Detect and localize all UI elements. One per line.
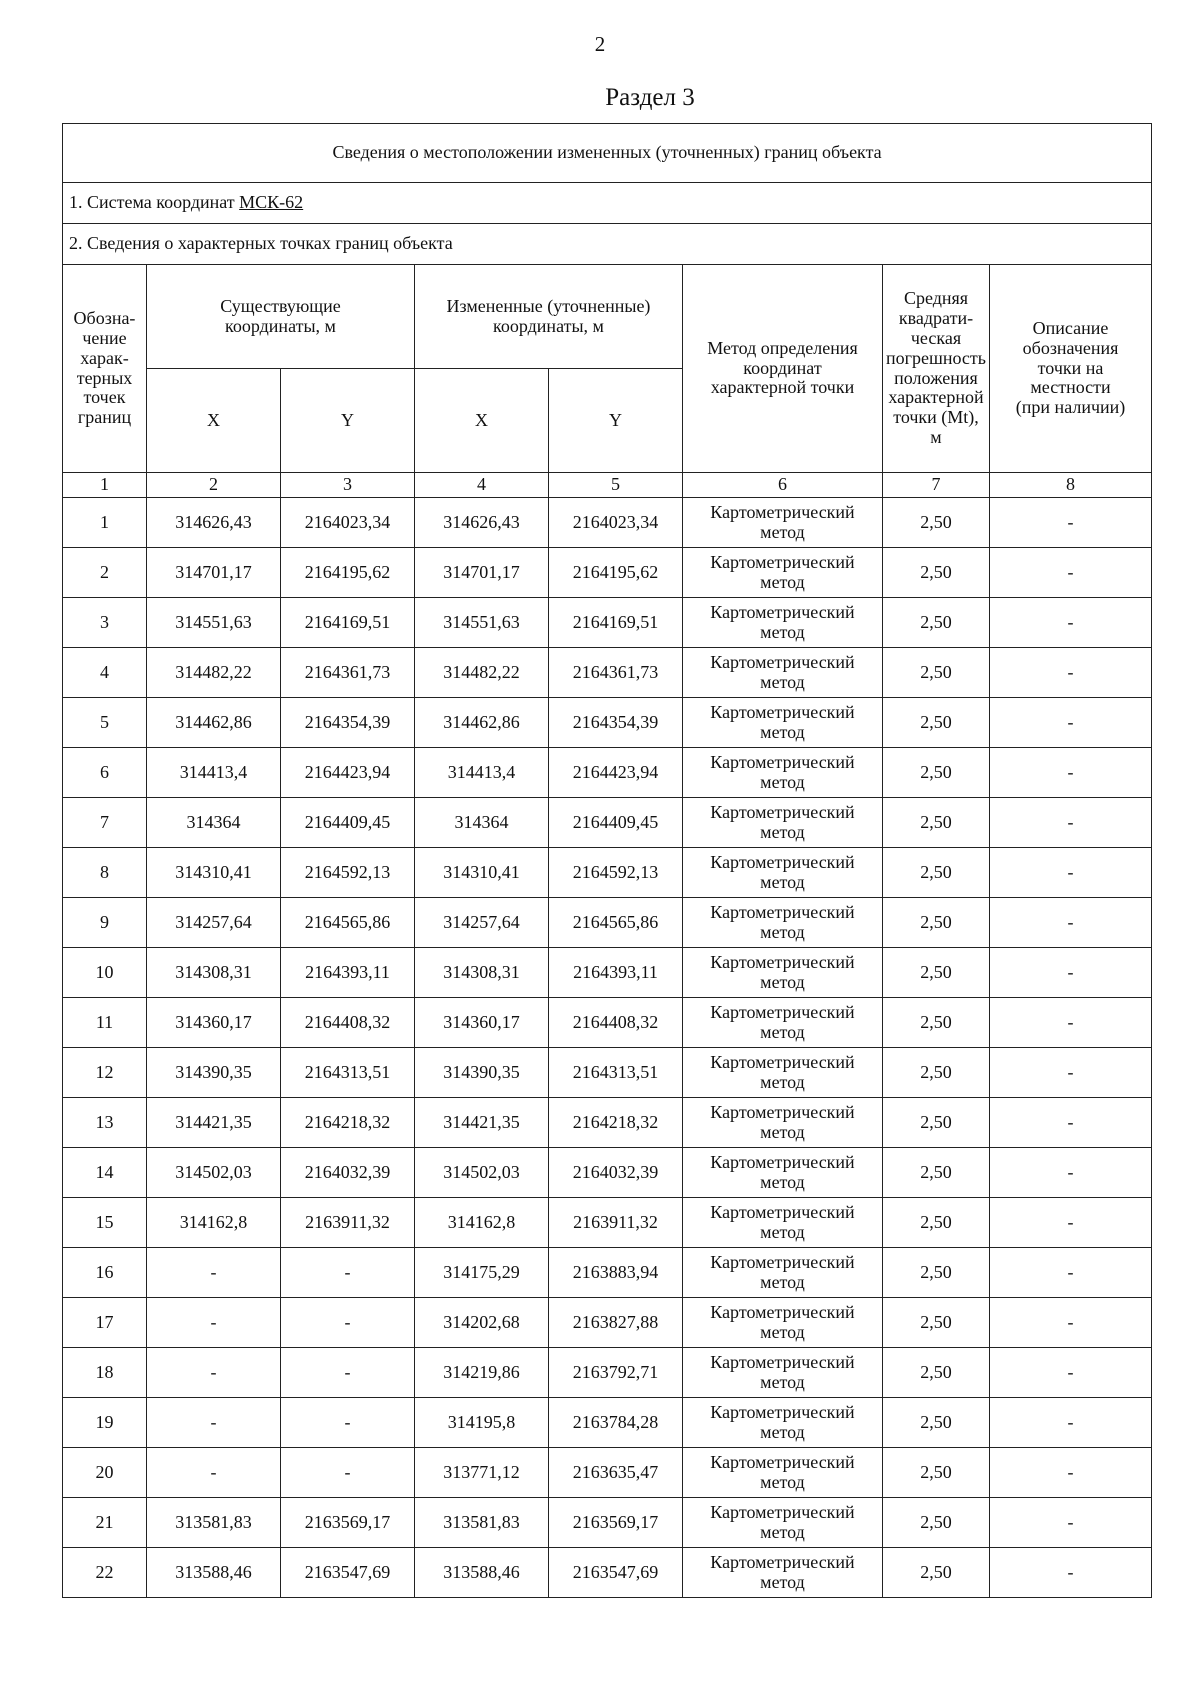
- point-number-cell: 13: [63, 1098, 147, 1148]
- changed-x-cell: 314364: [415, 798, 549, 848]
- method-cell: Картометрический метод: [683, 698, 883, 748]
- existing-y-cell: 2164313,51: [281, 1048, 415, 1098]
- table-row: [63, 598, 1152, 648]
- changed-x-cell: 314701,17: [415, 548, 549, 598]
- mean-error-cell: 2,50: [883, 598, 990, 648]
- changed-y-cell: 2163827,88: [549, 1298, 683, 1348]
- table-row: [63, 1148, 1152, 1198]
- changed-x-cell: 314421,35: [415, 1098, 549, 1148]
- changed-y-cell: 2164565,86: [549, 898, 683, 948]
- existing-y-cell: 2164408,32: [281, 998, 415, 1048]
- column-number: 8: [990, 473, 1152, 498]
- method-cell: Картометрический метод: [683, 1398, 883, 1448]
- description-cell: -: [990, 998, 1152, 1048]
- header-existing-x: X: [147, 369, 281, 473]
- coordinate-system-value: МСК-62: [239, 192, 304, 213]
- changed-y-cell: 2164218,32: [549, 1098, 683, 1148]
- changed-x-cell: 314308,31: [415, 948, 549, 998]
- table-row: [63, 1348, 1152, 1398]
- point-number-cell: 19: [63, 1398, 147, 1448]
- mean-error-cell: 2,50: [883, 948, 990, 998]
- mean-error-cell: 2,50: [883, 648, 990, 698]
- method-cell: Картометрический метод: [683, 548, 883, 598]
- mean-error-cell: 2,50: [883, 1148, 990, 1198]
- header-mean-error: Средняя квадрати- ческая погрешность положения характерной точки (Mt), м: [883, 265, 990, 473]
- method-cell: Картометрический метод: [683, 1348, 883, 1398]
- existing-y-cell: -: [281, 1398, 415, 1448]
- existing-x-cell: 314360,17: [147, 998, 281, 1048]
- column-number: 6: [683, 473, 883, 498]
- existing-x-cell: -: [147, 1348, 281, 1398]
- description-cell: -: [990, 1248, 1152, 1298]
- points-section-title: 2. Сведения о характерных точках границ объекта: [63, 224, 1152, 265]
- table-row: [63, 698, 1152, 748]
- changed-y-cell: 2164361,73: [549, 648, 683, 698]
- changed-x-cell: 314551,63: [415, 598, 549, 648]
- method-cell: Картометрический метод: [683, 1048, 883, 1098]
- description-cell: -: [990, 898, 1152, 948]
- description-cell: -: [990, 1548, 1152, 1598]
- table-row: [63, 798, 1152, 848]
- method-cell: Картометрический метод: [683, 1448, 883, 1498]
- method-cell: Картометрический метод: [683, 898, 883, 948]
- column-number: 5: [549, 473, 683, 498]
- existing-x-cell: 313588,46: [147, 1548, 281, 1598]
- header-changed-coordinates: Измененные (уточненные) координаты, м: [415, 265, 683, 369]
- changed-y-cell: 2164393,11: [549, 948, 683, 998]
- description-cell: -: [990, 648, 1152, 698]
- mean-error-cell: 2,50: [883, 998, 990, 1048]
- table-row: [63, 1198, 1152, 1248]
- table-row: [63, 998, 1152, 1048]
- table-row: [63, 1098, 1152, 1148]
- table-row: [63, 1448, 1152, 1498]
- table-row: [63, 1398, 1152, 1448]
- changed-y-cell: 2163569,17: [549, 1498, 683, 1548]
- existing-x-cell: -: [147, 1448, 281, 1498]
- existing-y-cell: 2163911,32: [281, 1198, 415, 1248]
- description-cell: -: [990, 548, 1152, 598]
- changed-y-cell: 2164423,94: [549, 748, 683, 798]
- changed-x-cell: 314626,43: [415, 498, 549, 548]
- point-number-cell: 7: [63, 798, 147, 848]
- existing-y-cell: 2164169,51: [281, 598, 415, 648]
- point-number-cell: 1: [63, 498, 147, 548]
- changed-x-cell: 314482,22: [415, 648, 549, 698]
- method-cell: Картометрический метод: [683, 998, 883, 1048]
- page-number: 2: [594, 32, 606, 56]
- table-row: [63, 898, 1152, 948]
- existing-x-cell: -: [147, 1298, 281, 1348]
- existing-x-cell: 314310,41: [147, 848, 281, 898]
- method-cell: Картометрический метод: [683, 1198, 883, 1248]
- changed-x-cell: 314413,4: [415, 748, 549, 798]
- point-number-cell: 9: [63, 898, 147, 948]
- column-number: 7: [883, 473, 990, 498]
- point-number-cell: 11: [63, 998, 147, 1048]
- point-number-cell: 22: [63, 1548, 147, 1598]
- existing-y-cell: 2164023,34: [281, 498, 415, 548]
- point-number-cell: 21: [63, 1498, 147, 1548]
- changed-x-cell: 314310,41: [415, 848, 549, 898]
- existing-y-cell: -: [281, 1348, 415, 1398]
- column-number: 1: [63, 473, 147, 498]
- existing-y-cell: 2164361,73: [281, 648, 415, 698]
- block-title: Сведения о местоположении измененных (уточненных) границ объекта: [63, 124, 1152, 183]
- point-number-cell: 2: [63, 548, 147, 598]
- existing-x-cell: 314701,17: [147, 548, 281, 598]
- boundary-points-table: [62, 123, 1152, 1598]
- changed-x-cell: 314175,29: [415, 1248, 549, 1298]
- description-cell: -: [990, 598, 1152, 648]
- description-cell: -: [990, 1298, 1152, 1348]
- table-row: [63, 848, 1152, 898]
- existing-x-cell: 314162,8: [147, 1198, 281, 1248]
- changed-x-cell: 313771,12: [415, 1448, 549, 1498]
- mean-error-cell: 2,50: [883, 898, 990, 948]
- existing-y-cell: 2164565,86: [281, 898, 415, 948]
- column-number: 4: [415, 473, 549, 498]
- changed-x-cell: 314390,35: [415, 1048, 549, 1098]
- existing-x-cell: 314551,63: [147, 598, 281, 648]
- point-number-cell: 14: [63, 1148, 147, 1198]
- method-cell: Картометрический метод: [683, 1098, 883, 1148]
- method-cell: Картометрический метод: [683, 1248, 883, 1298]
- table-row: [63, 548, 1152, 598]
- table-row: [63, 1298, 1152, 1348]
- mean-error-cell: 2,50: [883, 1198, 990, 1248]
- changed-x-cell: 314202,68: [415, 1298, 549, 1348]
- changed-x-cell: 314257,64: [415, 898, 549, 948]
- existing-x-cell: 314482,22: [147, 648, 281, 698]
- changed-x-cell: 314219,86: [415, 1348, 549, 1398]
- mean-error-cell: 2,50: [883, 498, 990, 548]
- mean-error-cell: 2,50: [883, 698, 990, 748]
- existing-y-cell: 2164195,62: [281, 548, 415, 598]
- header-changed-x: X: [415, 369, 549, 473]
- changed-x-cell: 314360,17: [415, 998, 549, 1048]
- description-cell: -: [990, 1398, 1152, 1448]
- point-number-cell: 16: [63, 1248, 147, 1298]
- existing-x-cell: 314308,31: [147, 948, 281, 998]
- mean-error-cell: 2,50: [883, 1348, 990, 1398]
- mean-error-cell: 2,50: [883, 1248, 990, 1298]
- changed-y-cell: 2163883,94: [549, 1248, 683, 1298]
- table-row: [63, 748, 1152, 798]
- method-cell: Картометрический метод: [683, 1548, 883, 1598]
- header-existing-coordinates: Существующие координаты, м: [147, 265, 415, 369]
- existing-x-cell: 314421,35: [147, 1098, 281, 1148]
- table-row: [63, 648, 1152, 698]
- table-row: [63, 1048, 1152, 1098]
- changed-y-cell: 2164408,32: [549, 998, 683, 1048]
- column-number: 3: [281, 473, 415, 498]
- changed-y-cell: 2163635,47: [549, 1448, 683, 1498]
- existing-y-cell: 2164354,39: [281, 698, 415, 748]
- mean-error-cell: 2,50: [883, 1448, 990, 1498]
- description-cell: -: [990, 1348, 1152, 1398]
- mean-error-cell: 2,50: [883, 1398, 990, 1448]
- header-point-designation: Обозна- чение харак- терных точек границ: [63, 265, 147, 473]
- existing-y-cell: 2164032,39: [281, 1148, 415, 1198]
- method-cell: Картометрический метод: [683, 748, 883, 798]
- mean-error-cell: 2,50: [883, 1048, 990, 1098]
- changed-y-cell: 2164354,39: [549, 698, 683, 748]
- description-cell: -: [990, 948, 1152, 998]
- existing-x-cell: 314390,35: [147, 1048, 281, 1098]
- method-cell: Картометрический метод: [683, 848, 883, 898]
- existing-x-cell: 314626,43: [147, 498, 281, 548]
- changed-x-cell: 314162,8: [415, 1198, 549, 1248]
- description-cell: -: [990, 1448, 1152, 1498]
- method-cell: Картометрический метод: [683, 598, 883, 648]
- existing-y-cell: 2164218,32: [281, 1098, 415, 1148]
- mean-error-cell: 2,50: [883, 1098, 990, 1148]
- changed-y-cell: 2163547,69: [549, 1548, 683, 1598]
- table-row: [63, 1548, 1152, 1598]
- changed-x-cell: 314462,86: [415, 698, 549, 748]
- method-cell: Картометрический метод: [683, 1148, 883, 1198]
- description-cell: -: [990, 1098, 1152, 1148]
- point-number-cell: 4: [63, 648, 147, 698]
- changed-y-cell: 2164169,51: [549, 598, 683, 648]
- point-number-cell: 17: [63, 1298, 147, 1348]
- point-number-cell: 20: [63, 1448, 147, 1498]
- method-cell: Картометрический метод: [683, 1498, 883, 1548]
- existing-x-cell: 314257,64: [147, 898, 281, 948]
- changed-x-cell: 314195,8: [415, 1398, 549, 1448]
- existing-y-cell: -: [281, 1448, 415, 1498]
- existing-y-cell: 2163547,69: [281, 1548, 415, 1598]
- method-cell: Картометрический метод: [683, 648, 883, 698]
- changed-y-cell: 2164195,62: [549, 548, 683, 598]
- table-row: [63, 1248, 1152, 1298]
- description-cell: -: [990, 1048, 1152, 1098]
- changed-y-cell: 2164023,34: [549, 498, 683, 548]
- mean-error-cell: 2,50: [883, 548, 990, 598]
- existing-y-cell: -: [281, 1298, 415, 1348]
- point-number-cell: 12: [63, 1048, 147, 1098]
- description-cell: -: [990, 798, 1152, 848]
- changed-x-cell: 313588,46: [415, 1548, 549, 1598]
- header-method: Метод определения координат характерной точки: [683, 265, 883, 473]
- point-number-cell: 18: [63, 1348, 147, 1398]
- changed-y-cell: 2163784,28: [549, 1398, 683, 1448]
- table-row: [63, 498, 1152, 548]
- point-number-cell: 5: [63, 698, 147, 748]
- mean-error-cell: 2,50: [883, 848, 990, 898]
- column-number-row: [63, 473, 1152, 498]
- description-cell: -: [990, 1198, 1152, 1248]
- header-description: Описание обозначения точки на местности (при наличии): [990, 265, 1152, 473]
- changed-y-cell: 2163792,71: [549, 1348, 683, 1398]
- header-existing-y: Y: [281, 369, 415, 473]
- existing-x-cell: 314364: [147, 798, 281, 848]
- existing-y-cell: 2164409,45: [281, 798, 415, 848]
- existing-y-cell: -: [281, 1248, 415, 1298]
- description-cell: -: [990, 698, 1152, 748]
- existing-y-cell: 2163569,17: [281, 1498, 415, 1548]
- mean-error-cell: 2,50: [883, 1298, 990, 1348]
- method-cell: Картометрический метод: [683, 798, 883, 848]
- existing-x-cell: 314413,4: [147, 748, 281, 798]
- coordinate-system-row: [63, 183, 1152, 224]
- existing-x-cell: 313581,83: [147, 1498, 281, 1548]
- coordinate-system-label: 1. Система координат: [69, 192, 240, 213]
- header-changed-y: Y: [549, 369, 683, 473]
- description-cell: -: [990, 748, 1152, 798]
- changed-y-cell: 2164592,13: [549, 848, 683, 898]
- mean-error-cell: 2,50: [883, 1548, 990, 1598]
- point-number-cell: 6: [63, 748, 147, 798]
- mean-error-cell: 2,50: [883, 1498, 990, 1548]
- existing-x-cell: 314462,86: [147, 698, 281, 748]
- table-row: [63, 1498, 1152, 1548]
- changed-y-cell: 2164409,45: [549, 798, 683, 848]
- method-cell: Картометрический метод: [683, 1298, 883, 1348]
- existing-x-cell: 314502,03: [147, 1148, 281, 1198]
- mean-error-cell: 2,50: [883, 748, 990, 798]
- changed-x-cell: 313581,83: [415, 1498, 549, 1548]
- description-cell: -: [990, 848, 1152, 898]
- changed-y-cell: 2164032,39: [549, 1148, 683, 1198]
- description-cell: -: [990, 1148, 1152, 1198]
- point-number-cell: 8: [63, 848, 147, 898]
- existing-y-cell: 2164423,94: [281, 748, 415, 798]
- method-cell: Картометрический метод: [683, 948, 883, 998]
- description-cell: -: [990, 1498, 1152, 1548]
- existing-x-cell: -: [147, 1398, 281, 1448]
- changed-y-cell: 2164313,51: [549, 1048, 683, 1098]
- existing-x-cell: -: [147, 1248, 281, 1298]
- point-number-cell: 15: [63, 1198, 147, 1248]
- changed-y-cell: 2163911,32: [549, 1198, 683, 1248]
- description-cell: -: [990, 498, 1152, 548]
- existing-y-cell: 2164592,13: [281, 848, 415, 898]
- point-number-cell: 10: [63, 948, 147, 998]
- existing-y-cell: 2164393,11: [281, 948, 415, 998]
- point-number-cell: 3: [63, 598, 147, 648]
- mean-error-cell: 2,50: [883, 798, 990, 848]
- section-title: Раздел 3: [605, 84, 695, 111]
- method-cell: Картометрический метод: [683, 498, 883, 548]
- column-number: 2: [147, 473, 281, 498]
- changed-x-cell: 314502,03: [415, 1148, 549, 1198]
- table-row: [63, 948, 1152, 998]
